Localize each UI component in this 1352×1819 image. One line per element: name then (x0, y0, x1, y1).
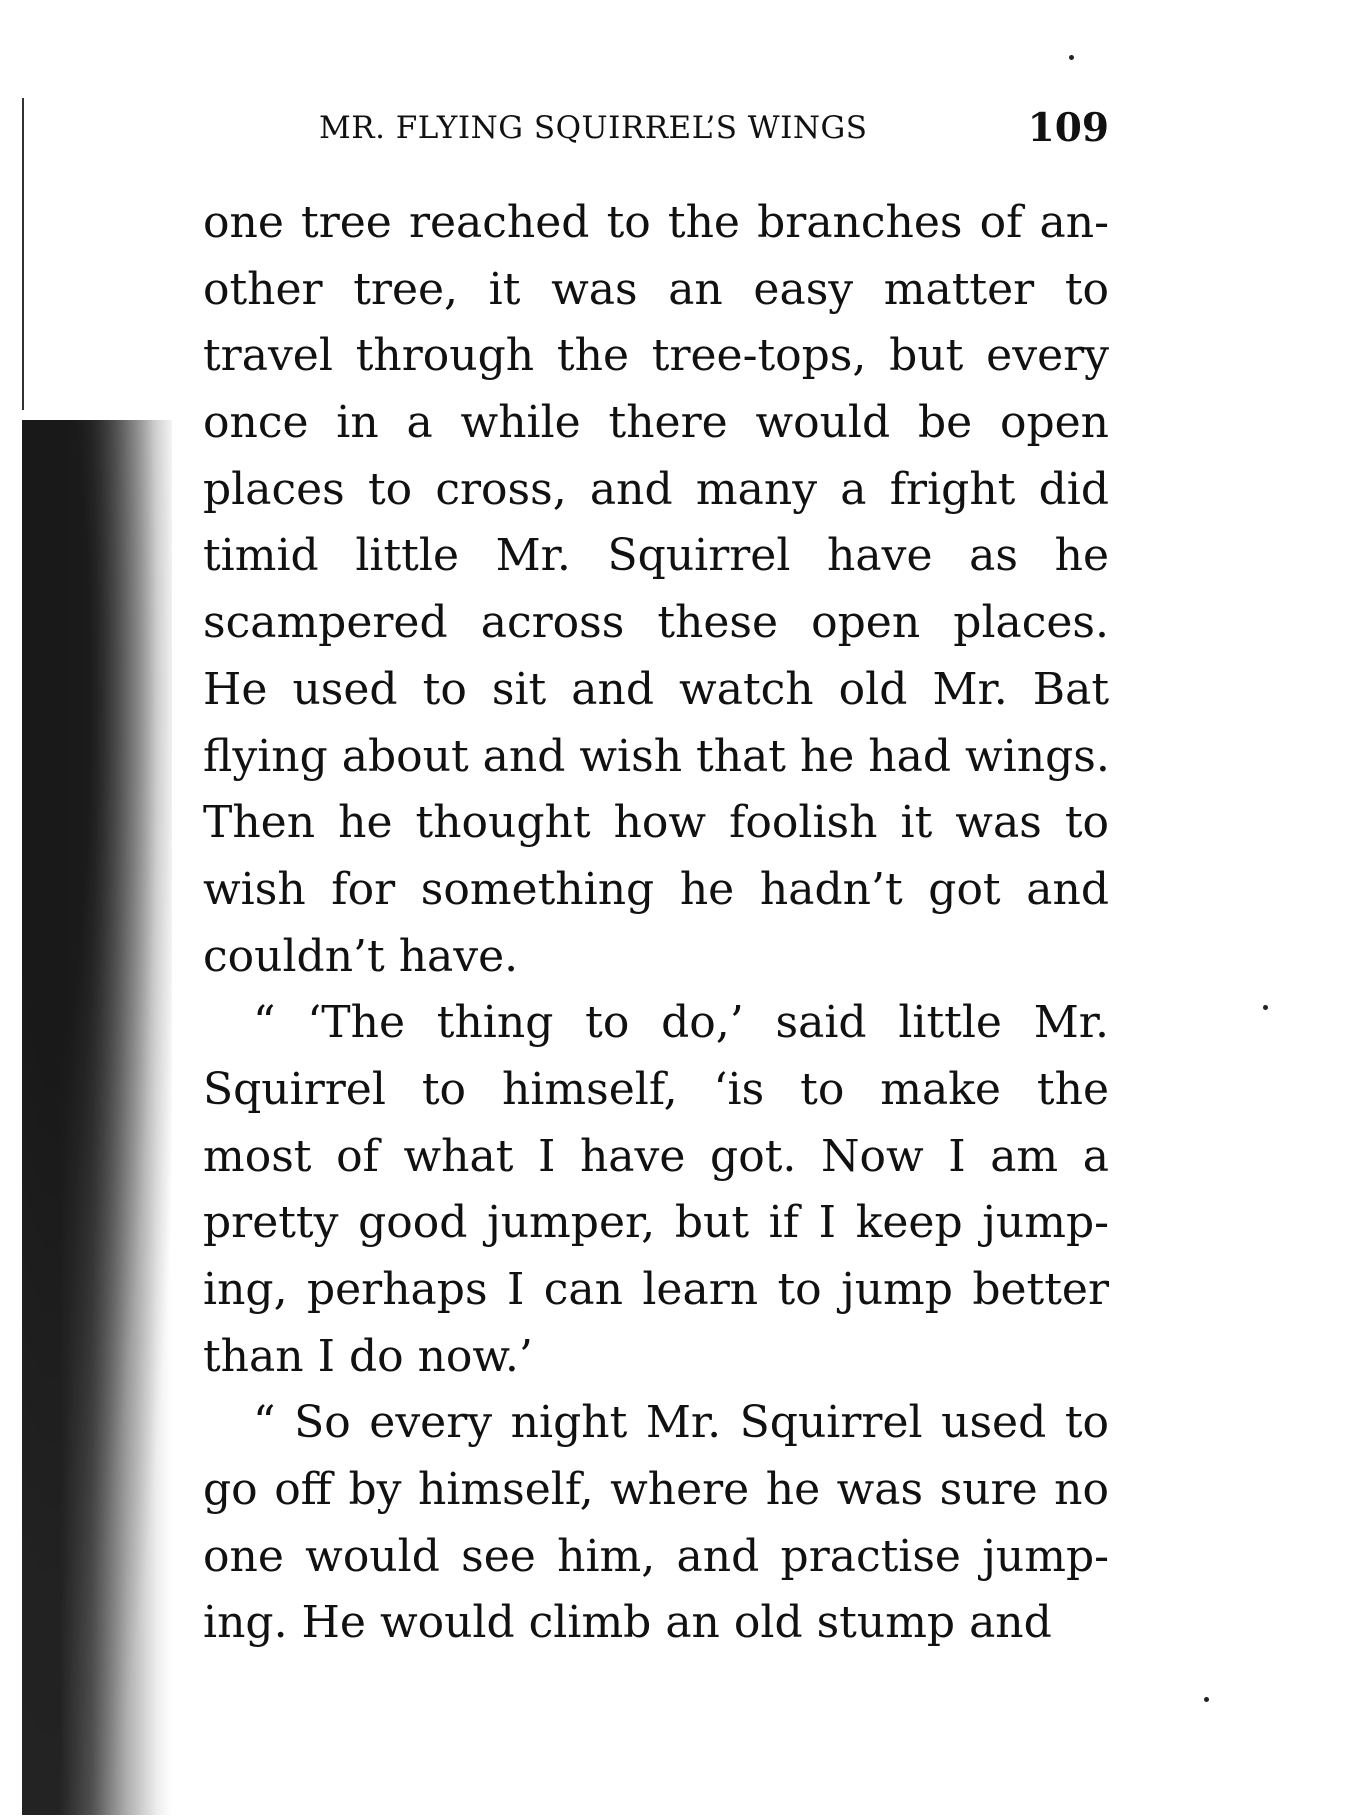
text-line: go off by himself, where he was sure no (203, 1464, 1109, 1516)
text-line: timid little Mr. Squirrel have as he (203, 530, 1109, 582)
text-line: He used to sit and watch old Mr. Bat (203, 663, 1109, 715)
book-text (203, 190, 1109, 1657)
text-line: travel through the tree-tops, but every (203, 330, 1109, 382)
text-line: than I do now.’ (203, 1330, 533, 1382)
text-line: “ ‘The thing to do,’ said little Mr. (253, 997, 1109, 1049)
page-header (319, 100, 1109, 156)
text-line: one tree reached to the branches of an- (203, 197, 1109, 248)
text-line: places to cross, and many a fright did (203, 463, 1109, 515)
text-line: couldn’t have. (203, 930, 519, 982)
scan-margin-rule (22, 98, 24, 410)
text-line: ing. He would climb an old stump and (203, 1597, 1052, 1649)
text-line: wish for something he hadn’t got and (203, 863, 1109, 915)
text-line: most of what I have got. Now I am a (203, 1130, 1109, 1182)
running-title: MR. FLYING SQUIRREL’S WINGS (319, 110, 868, 146)
scan-speck (1204, 1697, 1209, 1702)
text-line: flying about and wish that he had wings. (203, 730, 1110, 782)
text-line: scampered across these open places. (203, 597, 1109, 649)
text-line: Then he thought how foolish it was to (203, 797, 1109, 849)
scan-speck (1069, 55, 1074, 60)
text-line: one would see him, and practise jump- (203, 1530, 1109, 1582)
page-number: 109 (1027, 105, 1109, 151)
scan-speck (1263, 1005, 1268, 1010)
text-line: “ So every night Mr. Squirrel used to (253, 1397, 1109, 1449)
text-line: once in a while there would be open (203, 397, 1109, 449)
text-line: other tree, it was an easy matter to (203, 263, 1109, 315)
text-line: ing, perhaps I can learn to jump better (203, 1264, 1109, 1315)
text-line: pretty good jumper, but if I keep jump- (203, 1197, 1109, 1249)
text-line: Squirrel to himself, ‘is to make the (203, 1063, 1109, 1115)
scan-binding-shadow (22, 420, 172, 1815)
